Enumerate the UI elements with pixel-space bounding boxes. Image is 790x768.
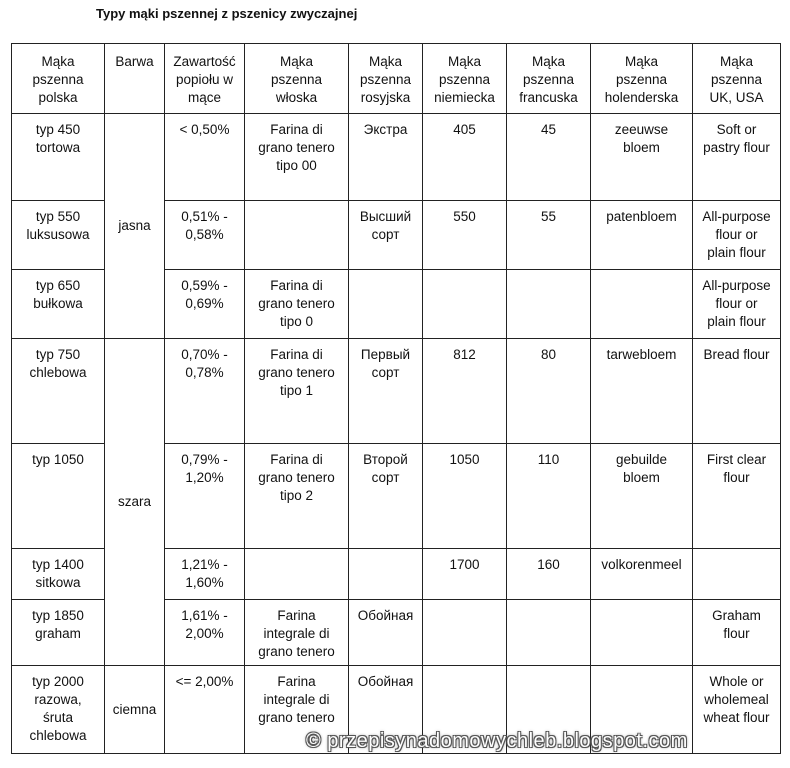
header-cell-uk-usa: Mąka pszenna UK, USA — [693, 44, 781, 114]
cell-uk-usa: All-purpose flour or plain flour — [693, 270, 781, 339]
header-cell-ash: Zawartość popiołu w mące — [165, 44, 245, 114]
cell-ash: 0,79% - 1,20% — [165, 444, 245, 549]
cell-niemiecka: 550 — [423, 201, 507, 270]
cell-ash: 1,61% - 2,00% — [165, 600, 245, 666]
cell-ash: 1,21% - 1,60% — [165, 549, 245, 600]
cell-francuska: 80 — [507, 339, 591, 444]
cell-holenderska: volkorenmeel — [591, 549, 693, 600]
cell-francuska: 45 — [507, 114, 591, 201]
cell-uk-usa: Graham flour — [693, 600, 781, 666]
cell-rosyjska: Высший сорт — [349, 201, 423, 270]
cell-wloska: Farina di grano tenero tipo 2 — [245, 444, 349, 549]
flour-types-table — [11, 43, 781, 754]
cell-niemiecka: 812 — [423, 339, 507, 444]
cell-francuska — [507, 600, 591, 666]
cell-niemiecka: 405 — [423, 114, 507, 201]
cell-uk-usa: Bread flour — [693, 339, 781, 444]
table-row — [12, 339, 781, 444]
cell-rosyjska: Экстра — [349, 114, 423, 201]
cell-holenderska: zeeuwse bloem — [591, 114, 693, 201]
cell-holenderska: patenbloem — [591, 201, 693, 270]
cell-barwa-ciemna: ciemna — [105, 666, 165, 754]
cell-wloska — [245, 549, 349, 600]
cell-francuska — [507, 270, 591, 339]
header-cell-rosyjska: Mąka pszenna rosyjska — [349, 44, 423, 114]
cell-niemiecka — [423, 270, 507, 339]
cell-polska: typ 2000 razowa, śruta chlebowa — [12, 666, 105, 754]
cell-francuska: 160 — [507, 549, 591, 600]
cell-rosyjska — [349, 549, 423, 600]
header-cell-francuska: Mąka pszenna francuska — [507, 44, 591, 114]
cell-polska: typ 1050 — [12, 444, 105, 549]
cell-polska: typ 750 chlebowa — [12, 339, 105, 444]
cell-rosyjska: Обойная — [349, 600, 423, 666]
cell-niemiecka — [423, 600, 507, 666]
cell-holenderska — [591, 600, 693, 666]
cell-wloska: Farina di grano tenero tipo 0 — [245, 270, 349, 339]
cell-niemiecka: 1050 — [423, 444, 507, 549]
cell-rosyjska: Второй сорт — [349, 444, 423, 549]
cell-ash: <= 2,00% — [165, 666, 245, 754]
cell-wloska: Farina integrale di grano tenero — [245, 666, 349, 754]
cell-rosyjska: Первый сорт — [349, 339, 423, 444]
cell-francuska: 110 — [507, 444, 591, 549]
cell-wloska: Farina di grano tenero tipo 00 — [245, 114, 349, 201]
cell-wloska: Farina di grano tenero tipo 1 — [245, 339, 349, 444]
cell-ash: < 0,50% — [165, 114, 245, 201]
cell-polska: typ 650 bułkowa — [12, 270, 105, 339]
cell-polska: typ 1400 sitkowa — [12, 549, 105, 600]
cell-holenderska: tarwebloem — [591, 339, 693, 444]
cell-polska: typ 450 tortowa — [12, 114, 105, 201]
cell-ash: 0,59% - 0,69% — [165, 270, 245, 339]
table-row — [12, 114, 781, 201]
cell-barwa-jasna: jasna — [105, 114, 165, 339]
cell-wloska — [245, 201, 349, 270]
cell-francuska: 55 — [507, 201, 591, 270]
header-cell-niemiecka: Mąka pszenna niemiecka — [423, 44, 507, 114]
cell-uk-usa — [693, 549, 781, 600]
cell-holenderska — [591, 270, 693, 339]
cell-wloska: Farina integrale di grano tenero — [245, 600, 349, 666]
cell-rosyjska: Обойная — [349, 666, 423, 754]
cell-holenderska: gebuilde bloem — [591, 444, 693, 549]
cell-uk-usa: All-purpose flour or plain flour — [693, 201, 781, 270]
cell-barwa-szara: szara — [105, 339, 165, 666]
header-cell-wloska: Mąka pszenna włoska — [245, 44, 349, 114]
page-title: Typy mąki pszennej z pszenicy zwyczajnej — [96, 6, 358, 21]
cell-uk-usa: First clear flour — [693, 444, 781, 549]
cell-polska: typ 1850 graham — [12, 600, 105, 666]
header-cell-holenderska: Mąka pszenna holenderska — [591, 44, 693, 114]
cell-rosyjska — [349, 270, 423, 339]
cell-ash: 0,70% - 0,78% — [165, 339, 245, 444]
table-header-row — [12, 44, 781, 114]
cell-niemiecka: 1700 — [423, 549, 507, 600]
cell-uk-usa: Soft or pastry flour — [693, 114, 781, 201]
header-cell-barwa: Barwa — [105, 44, 165, 114]
cell-ash: 0,51% - 0,58% — [165, 201, 245, 270]
header-cell-polska: Mąka pszenna polska — [12, 44, 105, 114]
cell-uk-usa: Whole or wholemeal wheat flour — [693, 666, 781, 754]
watermark: © przepisynadomowychleb.blogspot.com — [306, 730, 688, 752]
cell-polska: typ 550 luksusowa — [12, 201, 105, 270]
